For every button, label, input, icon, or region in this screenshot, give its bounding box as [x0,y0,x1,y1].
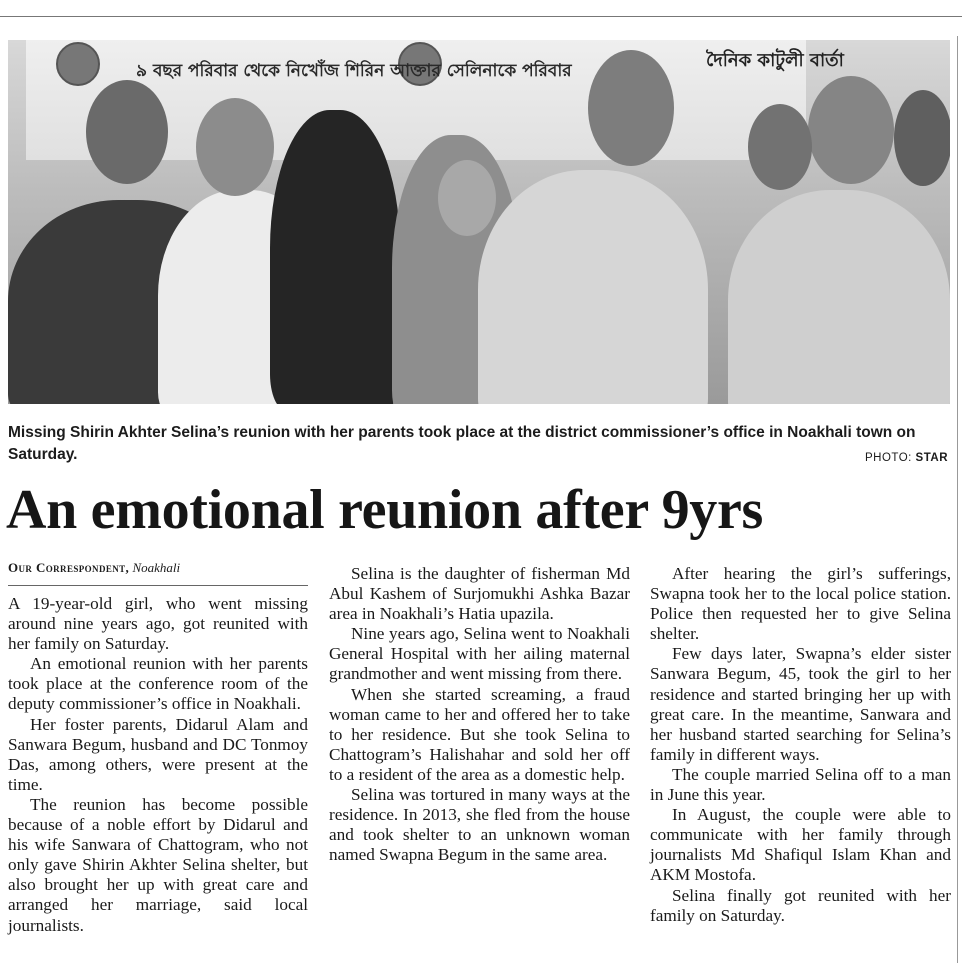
paragraph: Few days later, Swapna’s elder sister Sanwara Begum, 45, took the girl to her residence and started bringing her up with great care. In the meantime, Sanwara and her husband started searching for Selina’s family in different ways. [650,644,951,764]
headline: An emotional reunion after 9yrs [6,479,764,541]
article-column-3 [650,564,951,926]
banner-text: ৯ বছর পরিবার থেকে নিখোঁজ শিরিন আক্তার সেলিনাকে পরিবার [136,61,572,81]
girl-face [438,160,496,236]
man-in-light-shirt [728,190,950,404]
paragraph: A 19-year-old girl, who went missing around nine years ago, got reunited with her family on Saturday. [8,594,308,654]
woman-in-black-hijab [270,110,400,404]
paragraph: Selina is the daughter of fisherman Md Abul Kashem of Surjomukhi Ashka Bazar area in Noakhali’s Hatia upazila. [329,564,630,624]
byline [8,560,308,576]
news-photo [8,40,950,404]
govt-emblem-icon [56,42,100,86]
man-with-glasses-head [588,50,674,166]
paragraph: The couple married Selina off to a man in June this year. [650,764,951,805]
paragraph: An emotional reunion with her parents took place at the conference room of the deputy commissioner’s office in Noakhali. [8,654,308,714]
photo-credit: PHOTO: STAR [864,452,948,464]
background-man-right-head [894,90,950,186]
paragraph: The reunion has become possible because of a noble effort by Didarul and his wife Sanwara of Chattogram, who not only gave Shirin Akhter Selina shelter, but also brought her up with great care and arranged her marriage, said local journalists. [8,794,308,935]
paragraph: Selina was tortured in many ways at the residence. In 2013, she fled from the house and took shelter to an unknown woman named Swapna Begum in the same area. [329,785,630,865]
paragraph: After hearing the girl’s sufferings, Swapna took her to the local police station. Police then requested her to give Selina shelter. [650,564,951,644]
photo-caption: Missing Shirin Akhter Selina’s reunion with her parents took place at the district commissioner’s office in Noakhali town on Saturday. [8,424,916,463]
article-column-1 [8,594,308,936]
man-in-cap-right-head [808,76,894,184]
column-rule [957,36,958,963]
byline-place: Noakhali [132,560,181,575]
banner-logo: দৈনিক কাটুলী বার্তা [706,50,844,71]
background-man-head [748,104,812,190]
byline-rule [8,585,308,586]
byline-correspondent: Our Correspondent, [8,560,130,575]
article-column-2 [329,564,630,865]
paragraph: When she started screaming, a fraud woman came to her and offered her to take to her residence. But she took Selina to Chattogram’s Halishahar and sold her off to a resident of the area as a domestic help. [329,684,630,784]
paragraph: Her foster parents, Didarul Alam and Sanwara Begum, husband and DC Tonmoy Das, among others, were present at the time. [8,714,308,794]
paragraph: Selina finally got reunited with her family on Saturday. [650,885,951,925]
man-in-patterned-shirt [478,170,708,404]
paragraph: In August, the couple were able to communicate with her family through journalists Md Shafiqul Islam Khan and AKM Mostofa. [650,805,951,885]
paragraph: Nine years ago, Selina went to Noakhali General Hospital with her ailing maternal grandmother and went missing from there. [329,624,630,684]
man-in-cap-head [196,98,274,196]
man-head [86,80,168,184]
top-rule [0,16,962,17]
